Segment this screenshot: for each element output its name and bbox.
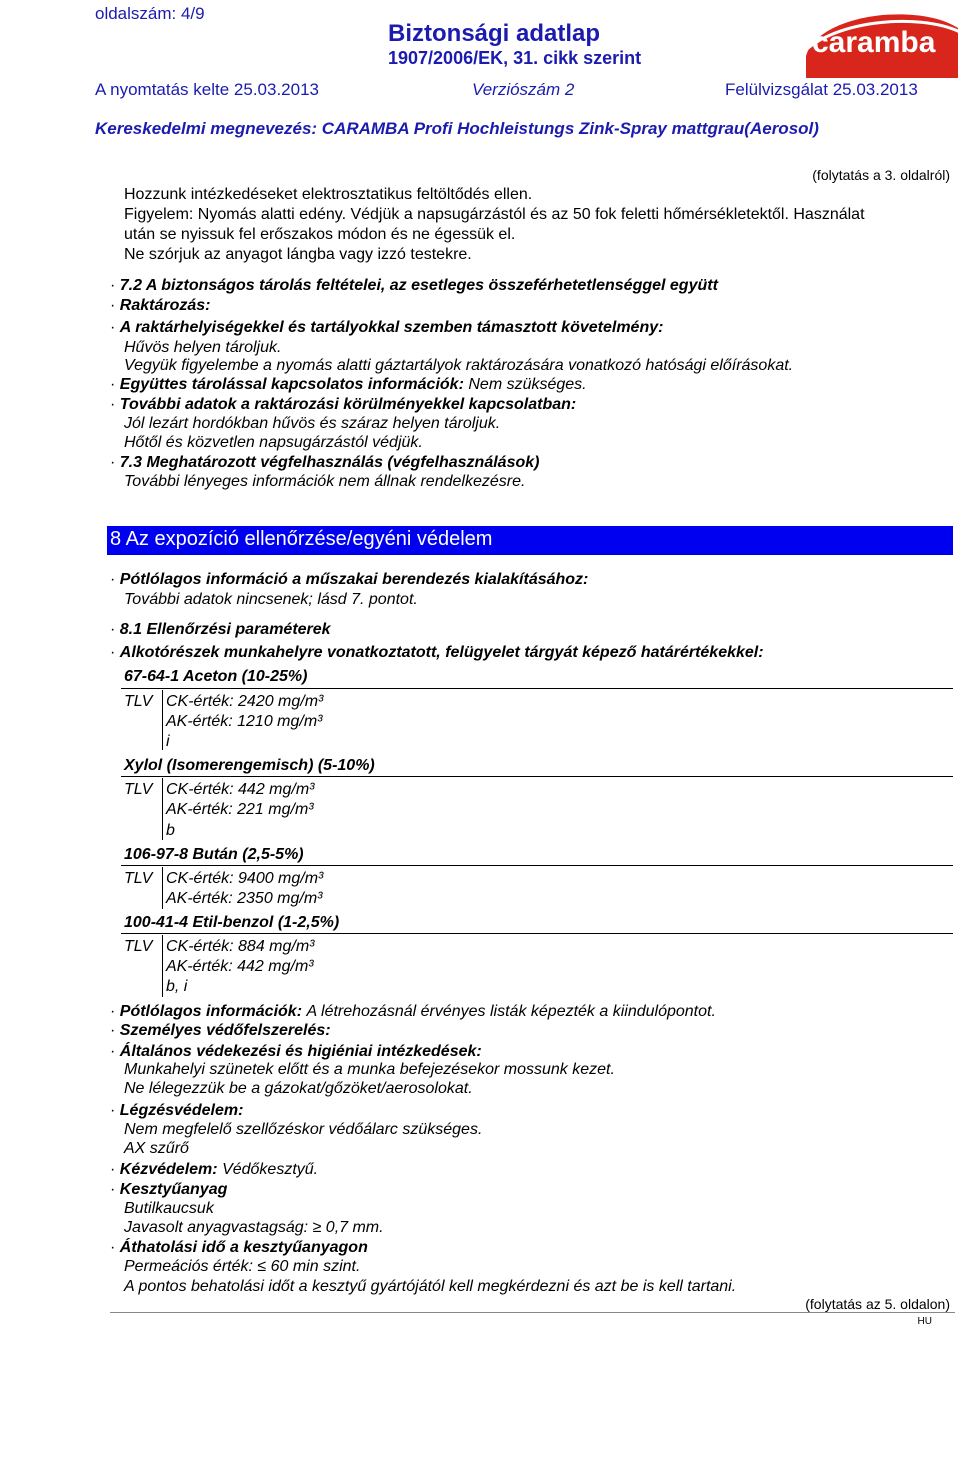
section-8-1-heading: · 8.1 Ellenőrzési paraméterek — [110, 621, 331, 638]
further-storage-1: Jól lezárt hordókban hűvös és száraz helyen tároljuk. — [124, 415, 501, 432]
trade-name: Kereskedelmi megnevezés: CARAMBA Profi Hochleistungs Zink-Spray mattgrau(Aerosol) — [95, 119, 819, 138]
permeation-2: A pontos behatolási időt a kesztyű gyártójától kell megkérdezni és azt be is kell tartani. — [124, 1278, 737, 1295]
ak-value: AK-érték: 221 mg/m³ — [166, 801, 314, 818]
tech-info-text: További adatok nincsenek; lásd 7. pontot. — [124, 591, 418, 608]
footer-rule — [110, 1312, 955, 1313]
version-number: Verziószám 2 — [472, 80, 575, 99]
hygiene-2: Ne lélegezzük be a gázokat/gőzöket/aerosolokat. — [124, 1080, 473, 1097]
ck-value: CK-érték: 884 mg/m³ — [166, 938, 315, 955]
ck-value: CK-érték: 9400 mg/m³ — [166, 870, 324, 887]
tlv-label: TLV — [124, 693, 153, 710]
continued-from-note: (folytatás a 3. oldalról) — [812, 167, 950, 183]
intro-line: Ne szórjuk az anyagot lángba vagy izzó testekre. — [124, 246, 472, 263]
section-7-3-heading: · 7.3 Meghatározott végfelhasználás (végfelhasználások) — [110, 454, 540, 471]
respiratory-1: Nem megfelelő szellőzéskor védőálarc szükséges. — [124, 1121, 483, 1138]
tech-info-label: · Pótlólagos információ a műszakai berendezés kialakításához: — [110, 571, 589, 588]
intro-line: Hozzunk intézkedéseket elektrosztatikus feltöltődés ellen. — [124, 186, 533, 203]
continued-to-note: (folytatás az 5. oldalon) — [805, 1296, 950, 1312]
storage-label: · Raktározás: — [110, 297, 211, 314]
substance-note: b — [166, 822, 175, 839]
hygiene-label: · Általános védekezési és higiéniai intézkedések: — [110, 1043, 482, 1060]
tlv-divider — [121, 690, 163, 750]
logo-text: caramba — [812, 26, 936, 59]
print-date: A nyomtatás kelte 25.03.2013 — [95, 80, 319, 99]
substance-name: 100-41-4 Etil-benzol (1-2,5%) — [124, 914, 340, 931]
tlv-label: TLV — [124, 781, 153, 798]
glove-material-1: Butilkaucsuk — [124, 1200, 214, 1217]
substance-name: Xylol (Isomerengemisch) (5-10%) — [124, 757, 375, 774]
language-code: HU — [917, 1316, 932, 1327]
ak-value: AK-érték: 442 mg/m³ — [166, 958, 314, 975]
ak-value: AK-érték: 2350 mg/m³ — [166, 890, 323, 907]
ak-value: AK-érték: 1210 mg/m³ — [166, 713, 323, 730]
table-rule — [121, 776, 953, 777]
section-7-2-heading: · 7.2 A biztonságos tárolás feltételei, az esetleges összeférhetetlenséggel együtt — [110, 277, 718, 294]
hand-protection: · Kézvédelem: Védőkesztyű. — [110, 1161, 319, 1178]
glove-material-label: · Kesztyűanyag — [110, 1181, 228, 1198]
table-rule — [121, 865, 953, 866]
storage-requirement-1: Hűvös helyen tároljuk. — [124, 339, 282, 356]
page-number: oldalszám: 4/9 — [95, 4, 205, 23]
glove-material-2: Javasolt anyagvastagság: ≥ 0,7 mm. — [124, 1219, 384, 1236]
storage-requirement-label: · A raktárhelyiségekkel és tartályokkal szemben támasztott követelmény: — [110, 319, 664, 336]
revision-date: Felülvizsgálat 25.03.2013 — [725, 80, 918, 99]
permeation-1: Permeációs érték: ≤ 60 min szint. — [124, 1258, 361, 1275]
further-storage-label: · További adatok a raktározási körülményekkel kapcsolatban: — [110, 396, 577, 413]
further-storage-2: Hőtől és közvetlen napsugárzástól védjük. — [124, 434, 423, 451]
respiratory-label: · Légzésvédelem: — [110, 1102, 244, 1119]
caramba-logo — [798, 6, 960, 78]
ck-value: CK-érték: 442 mg/m³ — [166, 781, 315, 798]
tlv-divider — [121, 778, 163, 840]
section-8-title: 8 Az expozíció ellenőrzése/egyéni védelem — [110, 528, 493, 550]
regulation-reference: 1907/2006/EK, 31. cikk szerint — [388, 48, 642, 68]
substance-name: 67-64-1 Aceton (10-25%) — [124, 668, 308, 685]
section-7-3-text: További lényeges információk nem állnak rendelkezésre. — [124, 473, 526, 490]
table-rule — [121, 688, 953, 689]
section-8-title-bar — [107, 526, 953, 555]
storage-requirement-2: Vegyük figyelembe a nyomás alatti gáztartályok raktározására vonatkozó hatósági előírásokat. — [124, 357, 794, 374]
table-rule — [121, 933, 953, 934]
joint-storage-info: · Együttes tárolással kapcsolatos információk: Nem szükséges. — [110, 376, 587, 393]
intro-line: Figyelem: Nyomás alatti edény. Védjük a napsugárzástól és az 50 fok feletti hőmérsékletektől. Használat — [124, 206, 865, 223]
respiratory-2: AX szűrő — [124, 1140, 189, 1157]
extra-info: · Pótlólagos információk: A létrehozásnál érvényes listák képezték a kiindulópontot. — [110, 1003, 716, 1020]
tlv-divider — [121, 935, 163, 997]
permeation-label: · Áthatolási idő a kesztyűanyagon — [110, 1239, 368, 1256]
substance-note: b, i — [166, 978, 188, 995]
document-title: Biztonsági adatlap — [388, 20, 601, 47]
hygiene-1: Munkahelyi szünetek előtt és a munka befejezésekor mossunk kezet. — [124, 1061, 615, 1078]
intro-line: után se nyissuk fel erőszakos módon és ne égessük el. — [124, 226, 516, 243]
tlv-divider — [121, 867, 163, 909]
substance-name: 106-97-8 Bután (2,5-5%) — [124, 846, 304, 863]
tlv-label: TLV — [124, 870, 153, 887]
tlv-label: TLV — [124, 938, 153, 955]
limits-label: · Alkotórészek munkahelyre vonatkoztatott, felügyelet tárgyát képező határértékekkel: — [110, 644, 764, 661]
ppe-label: · Személyes védőfelszerelés: — [110, 1022, 331, 1039]
ck-value: CK-érték: 2420 mg/m³ — [166, 693, 324, 710]
substance-note: i — [166, 733, 170, 750]
